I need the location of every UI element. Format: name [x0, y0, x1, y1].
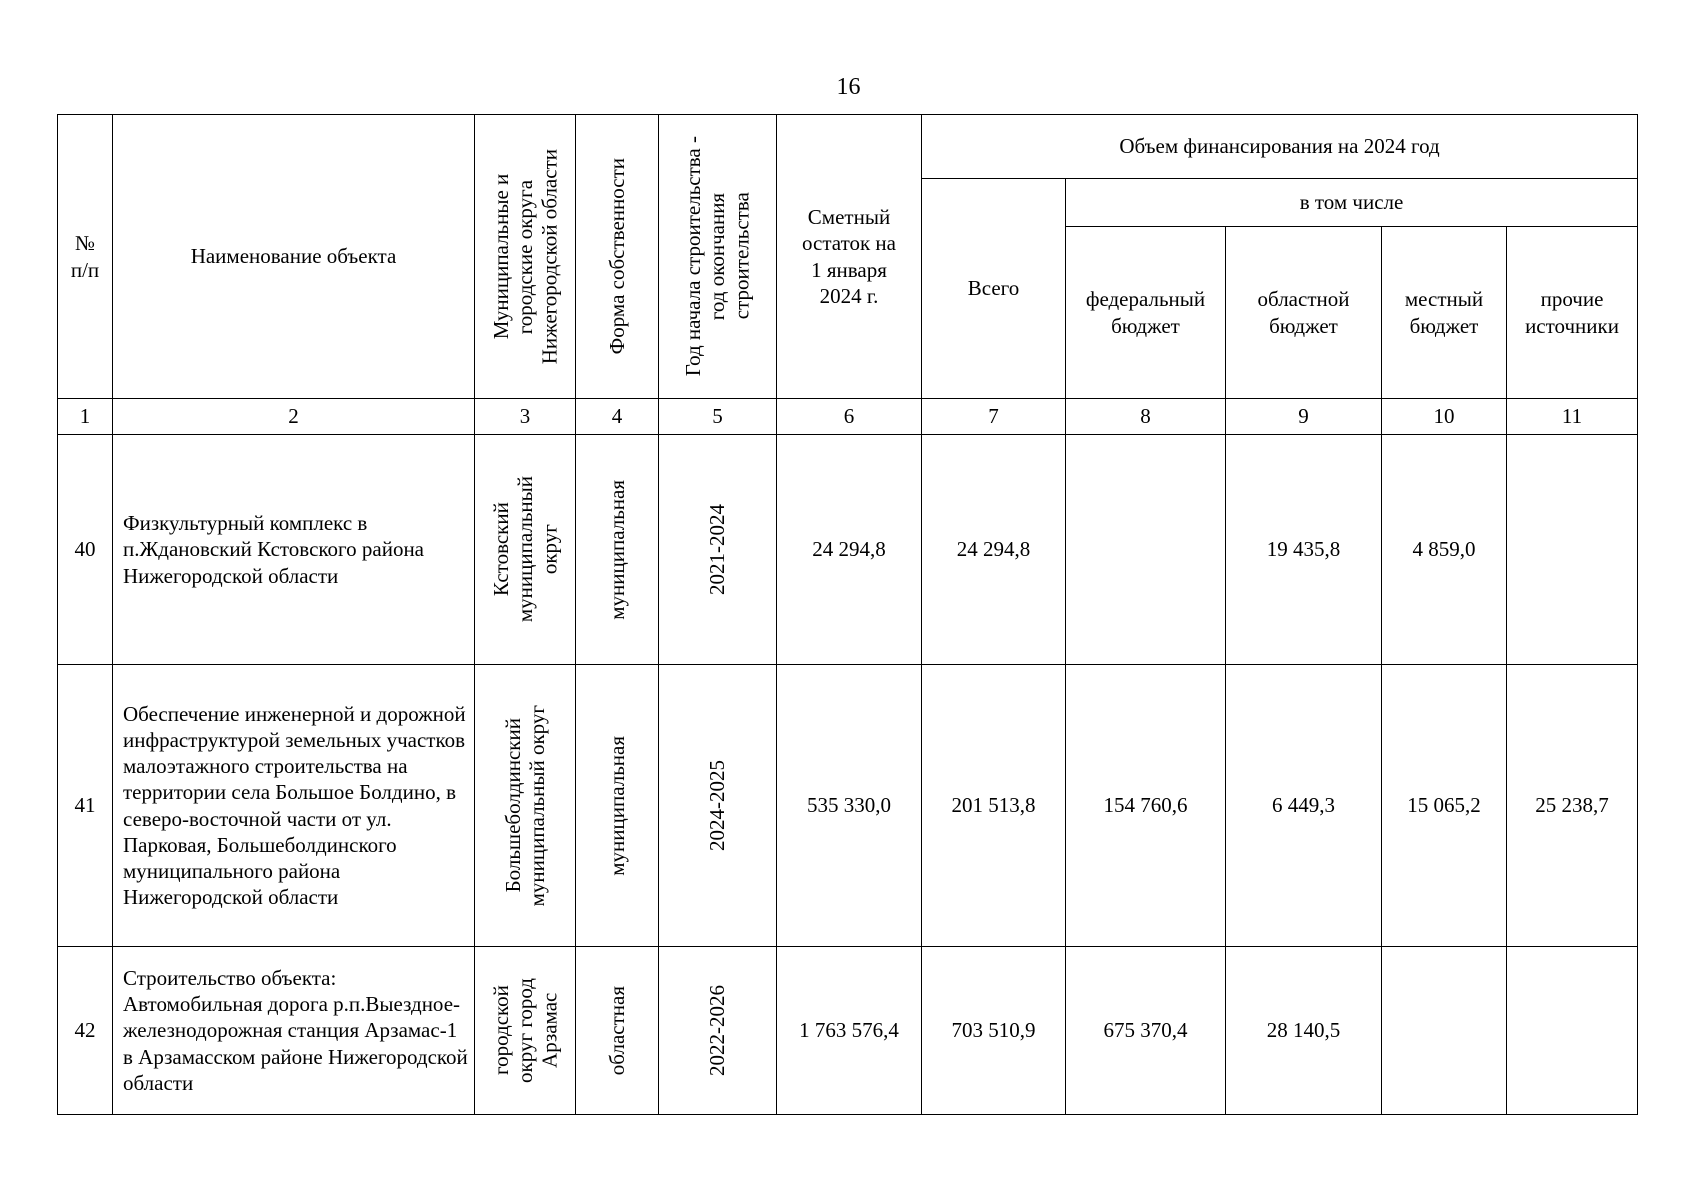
column-number: 1 [58, 399, 113, 435]
table-row [58, 435, 1638, 665]
years-cell: 2024-2025 [659, 665, 777, 947]
remaining-cell: 24 294,8 [777, 435, 922, 665]
total-cell: 24 294,8 [922, 435, 1066, 665]
municipality-cell: Большеболдинский муниципальный округ [475, 665, 576, 947]
header-municipality: Муниципальные и городские округа Нижегородской области [475, 115, 576, 399]
object-name: Строительство объекта: Автомобильная дорога р.п.Выездное- железнодорожная станция Арзамас-1 в Арзамасском районе Нижегородской области [113, 947, 475, 1115]
column-number: 8 [1066, 399, 1226, 435]
row-number: 41 [58, 665, 113, 947]
header-federal: федеральный бюджет [1066, 227, 1226, 399]
municipality-cell: Кстовский муниципальный округ [475, 435, 576, 665]
ownership-cell: муниципальная [576, 665, 659, 947]
total-cell: 201 513,8 [922, 665, 1066, 947]
column-number: 2 [113, 399, 475, 435]
column-number: 5 [659, 399, 777, 435]
remaining-cell: 535 330,0 [777, 665, 922, 947]
other-cell: 25 238,7 [1507, 665, 1638, 947]
regional-cell: 28 140,5 [1226, 947, 1382, 1115]
municipality-cell: городской округ город Арзамас [475, 947, 576, 1115]
total-cell: 703 510,9 [922, 947, 1066, 1115]
ownership-cell: муниципальная [576, 435, 659, 665]
regional-cell: 6 449,3 [1226, 665, 1382, 947]
header-years: Год начала строительства - год окончания строительства [659, 115, 777, 399]
header-funding-group: Объем финансирования на 2024 год [922, 115, 1638, 179]
column-number: 10 [1382, 399, 1507, 435]
remaining-cell: 1 763 576,4 [777, 947, 922, 1115]
header-row-1 [58, 115, 1638, 179]
column-number: 9 [1226, 399, 1382, 435]
local-cell: 4 859,0 [1382, 435, 1507, 665]
years-cell: 2021-2024 [659, 435, 777, 665]
object-name: Обеспечение инженерной и дорожной инфраструктурой земельных участков малоэтажного строительства на территории села Большое Болдино, в северо-восточной части от ул. Парковая, Большеболдинского муниципального района Нижегородской области [113, 665, 475, 947]
federal-cell [1066, 435, 1226, 665]
table-row [58, 947, 1638, 1115]
column-number: 3 [475, 399, 576, 435]
other-cell [1507, 435, 1638, 665]
header-name: Наименование объекта [113, 115, 475, 399]
page-number: 16 [836, 74, 861, 100]
column-numbers-row [58, 399, 1638, 435]
regional-cell: 19 435,8 [1226, 435, 1382, 665]
row-number: 40 [58, 435, 113, 665]
local-cell: 15 065,2 [1382, 665, 1507, 947]
header-other: прочие источники [1507, 227, 1638, 399]
header-no: № п/п [58, 115, 113, 399]
federal-cell: 675 370,4 [1066, 947, 1226, 1115]
header-ownership: Форма собственности [576, 115, 659, 399]
object-name: Физкультурный комплекс в п.Ждановский Кстовского района Нижегородской области [113, 435, 475, 665]
column-number: 11 [1507, 399, 1638, 435]
column-number: 4 [576, 399, 659, 435]
row-number: 42 [58, 947, 113, 1115]
other-cell [1507, 947, 1638, 1115]
header-regional: областной бюджет [1226, 227, 1382, 399]
ownership-cell: областная [576, 947, 659, 1115]
years-cell: 2022-2026 [659, 947, 777, 1115]
federal-cell: 154 760,6 [1066, 665, 1226, 947]
column-number: 6 [777, 399, 922, 435]
local-cell [1382, 947, 1507, 1115]
column-number: 7 [922, 399, 1066, 435]
construction-funding-table [57, 114, 1638, 1115]
header-total: Всего [922, 179, 1066, 399]
header-remaining: Сметный остаток на 1 января 2024 г. [777, 115, 922, 399]
table-row [58, 665, 1638, 947]
header-including: в том числе [1066, 179, 1638, 227]
header-local: местный бюджет [1382, 227, 1507, 399]
